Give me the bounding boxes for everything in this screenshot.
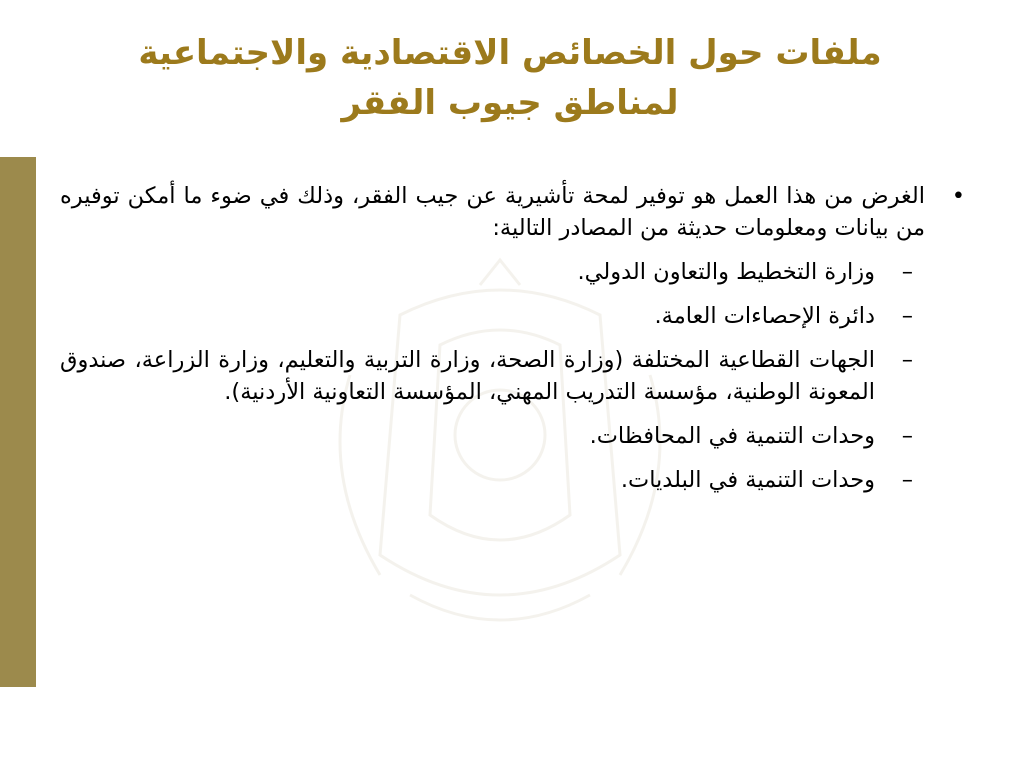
- sub-bullet-item: [60, 420, 965, 452]
- dash-marker: –: [901, 423, 913, 449]
- bullet-text: الغرض من هذا العمل هو توفير لمحة تأشيرية عن جيب الفقر، وذلك في ضوء ما أمكن توفيره من بيانات ومعلومات حديثة من المصادر التالية:: [60, 183, 925, 241]
- sub-bullet-list: [60, 256, 965, 496]
- title-line-2: لمناطق جيوب الفقر: [341, 83, 679, 123]
- dash-marker: –: [901, 259, 913, 285]
- slide-title: [60, 28, 960, 128]
- slide-body: [60, 180, 965, 508]
- bullet-item: [60, 180, 965, 244]
- sub-bullet-item: [60, 256, 965, 288]
- sub-bullet-text: وزارة التخطيط والتعاون الدولي.: [577, 259, 875, 285]
- dash-marker: –: [901, 467, 913, 493]
- sub-bullet-text: وحدات التنمية في البلديات.: [620, 467, 875, 493]
- title-line-1: ملفات حول الخصائص الاقتصادية والاجتماعية: [138, 33, 882, 73]
- bullet-marker: •: [951, 183, 965, 209]
- sub-bullet-item: [60, 344, 965, 408]
- sub-bullet-text: الجهات القطاعية المختلفة (وزارة الصحة، وزارة التربية والتعليم، وزارة الزراعة، صندوق المعونة الوطنية، مؤسسة التدريب المهني، المؤسسة التعاونية الأردنية).: [60, 347, 875, 405]
- dash-marker: –: [901, 347, 913, 373]
- sub-bullet-item: [60, 300, 965, 332]
- side-accent-bar: [0, 157, 36, 687]
- sub-bullet-item: [60, 464, 965, 496]
- sub-bullet-text: وحدات التنمية في المحافظات.: [589, 423, 875, 449]
- sub-bullet-text: دائرة الإحصاءات العامة.: [654, 303, 875, 329]
- dash-marker: –: [901, 303, 913, 329]
